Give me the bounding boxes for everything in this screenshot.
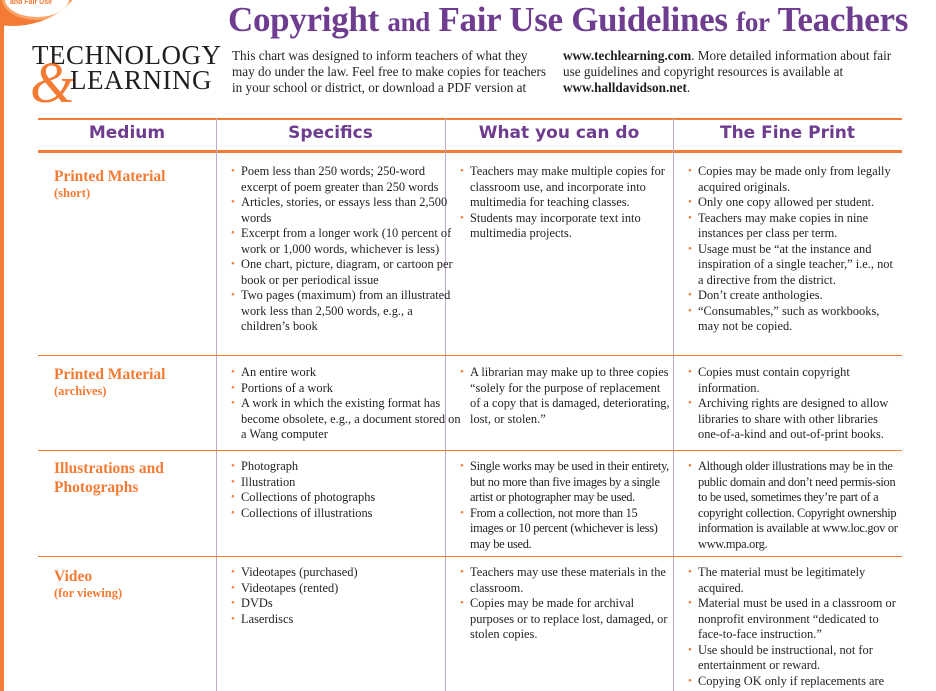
medium-subtitle: (short) xyxy=(54,186,91,200)
list-item: • DVDs xyxy=(231,596,461,612)
medium-subtitle: (for viewing) xyxy=(54,586,123,600)
medium-title: Video xyxy=(54,568,93,585)
left-accent-rule xyxy=(0,0,4,691)
list-item: • Collections of illustrations xyxy=(231,506,461,522)
list-item: • Teachers may make multiple copies for classroom use, and incorporate into multimedia for teaching classes. xyxy=(460,164,670,211)
table-top-rule xyxy=(38,118,902,120)
specifics-list xyxy=(231,365,461,443)
list-item: • Archiving rights are designed to allow libraries to share with other libraries one-of-a-kind and out-of-print books. xyxy=(688,396,898,443)
list-item: • Illustration xyxy=(231,475,461,491)
link-techlearning[interactable]: www.techlearning.com xyxy=(563,48,692,63)
header-specifics: Specifics xyxy=(288,123,373,143)
row-medium-video xyxy=(54,567,122,600)
list-item: • Don’t create anthologies. xyxy=(688,288,898,304)
column-divider xyxy=(673,118,674,691)
what-you-can-do-list xyxy=(460,164,670,242)
what-you-can-do-list xyxy=(460,565,670,643)
intro-right-end: . xyxy=(686,80,691,95)
specifics-list xyxy=(231,459,461,521)
what-you-can-do-list xyxy=(460,365,670,427)
row-divider xyxy=(38,355,902,356)
list-item: • Copies may be made only from legally acquired originals. xyxy=(688,164,898,195)
page-title xyxy=(228,0,908,40)
list-item: • Use should be instructional, not for entertainment or reward. xyxy=(688,643,898,674)
row-medium-illustrations xyxy=(54,459,204,497)
list-item: • A work in which the existing format has become obsolete, e.g., a document stored on a Wang computer xyxy=(231,396,461,443)
list-item: • Copies may be made for archival purposes or to replace lost, damaged, or stolen copies. xyxy=(460,596,670,643)
list-item: • Copying OK only if replacements are xyxy=(688,674,898,690)
corner-logo-badge xyxy=(0,0,85,26)
list-item: • An entire work xyxy=(231,365,461,381)
fine-print-list xyxy=(688,459,898,552)
list-item: • Teachers may use these materials in the classroom. xyxy=(460,565,670,596)
specifics-list xyxy=(231,164,461,335)
list-item: • Copies must contain copyright information. xyxy=(688,365,898,396)
header-fine-print: The Fine Print xyxy=(719,123,856,143)
list-item: • Single works may be used in their entirety, but no more than five images by a single artist or photographer may be used. xyxy=(460,459,670,506)
intro-right-mid: . More detailed information about fair use guidelines and copyright resources is available at xyxy=(563,48,892,79)
what-you-can-do-list xyxy=(460,459,670,552)
medium-subtitle: (archives) xyxy=(54,384,107,398)
medium-title: Illustrations and Photographs xyxy=(54,460,164,496)
title-part-and: and xyxy=(387,7,431,37)
table-header-rule xyxy=(38,150,902,153)
title-part-for: for xyxy=(736,7,770,37)
list-item: • Articles, stories, or essays less than 2,500 words xyxy=(231,195,461,226)
badge-text: and Fair Use xyxy=(10,0,53,6)
list-item: • “Consumables,” such as workbooks, may not be copied. xyxy=(688,304,898,335)
fine-print-list xyxy=(688,164,898,335)
brand-logo xyxy=(30,40,222,115)
row-medium-printed-short xyxy=(54,167,165,200)
medium-title: Printed Material xyxy=(54,366,166,383)
list-item: • Teachers may make copies in nine instances per class per term. xyxy=(688,211,898,242)
title-part-teachers: Teachers xyxy=(777,0,909,39)
list-item: • Although older illustrations may be in the public domain and don’t need permis-sion to be used, sometimes they’re part of a copyright collection. Copyright ownership information is available at www.loc.gov or www.mpa.org. xyxy=(688,459,898,552)
list-item: • Photograph xyxy=(231,459,461,475)
list-item: • Videotapes (purchased) xyxy=(231,565,461,581)
column-divider xyxy=(216,118,217,691)
link-halldavidson[interactable]: www.halldavidson.net xyxy=(563,80,687,95)
fine-print-list xyxy=(688,565,898,689)
intro-text-left: This chart was designed to inform teachers of what they may do under the law. Feel free to make copies for teachers in your school or district, or download a PDF version at xyxy=(232,48,547,95)
fine-print-list xyxy=(688,365,898,443)
medium-title: Printed Material xyxy=(54,168,166,185)
list-item: • Only one copy allowed per student. xyxy=(688,195,898,211)
list-item: • One chart, picture, diagram, or cartoon per book or per periodical issue xyxy=(231,257,461,288)
title-part-copyright: Copyright xyxy=(228,0,379,39)
list-item: • A librarian may make up to three copies “solely for the purpose of replacement of a copy that is damaged, deteriorating, lost, or stolen.” xyxy=(460,365,670,427)
specifics-list xyxy=(231,565,461,627)
title-part-fair-use: Fair Use Guidelines xyxy=(438,0,728,39)
header-medium: Medium xyxy=(88,123,166,143)
list-item: • Material must be used in a classroom or nonprofit environment “dedicated to face-to-face instruction.” xyxy=(688,596,898,643)
brand-line-technology: TECHNOLOGY xyxy=(32,40,222,70)
row-divider xyxy=(38,556,902,557)
brand-line-learning: LEARNING xyxy=(70,65,212,95)
brand-ampersand: & xyxy=(30,50,76,115)
list-item: • Collections of photographs xyxy=(231,490,461,506)
list-item: • Two pages (maximum) from an illustrated work less than 2,500 words, e.g., a children’s book xyxy=(231,288,461,335)
list-item: • Videotapes (rented) xyxy=(231,581,461,597)
header-what-you-can-do: What you can do xyxy=(478,123,640,143)
list-item: • The material must be legitimately acquired. xyxy=(688,565,898,596)
list-item: • Excerpt from a longer work (10 percent of work or 1,000 words, whichever is less) xyxy=(231,226,461,257)
list-item: • Students may incorporate text into multimedia projects. xyxy=(460,211,670,242)
intro-text-right xyxy=(563,48,893,96)
row-medium-printed-archives xyxy=(54,365,165,398)
list-item: • Laserdiscs xyxy=(231,612,461,628)
list-item: • Poem less than 250 words; 250-word excerpt of poem greater than 250 words xyxy=(231,164,461,195)
list-item: • Usage must be “at the instance and inspiration of a single teacher,” i.e., not a directive from the district. xyxy=(688,242,898,289)
list-item: • Portions of a work xyxy=(231,381,461,397)
list-item: • From a collection, not more than 15 images or 10 percent (whichever is less) may be used. xyxy=(460,506,670,553)
row-divider xyxy=(38,450,902,451)
